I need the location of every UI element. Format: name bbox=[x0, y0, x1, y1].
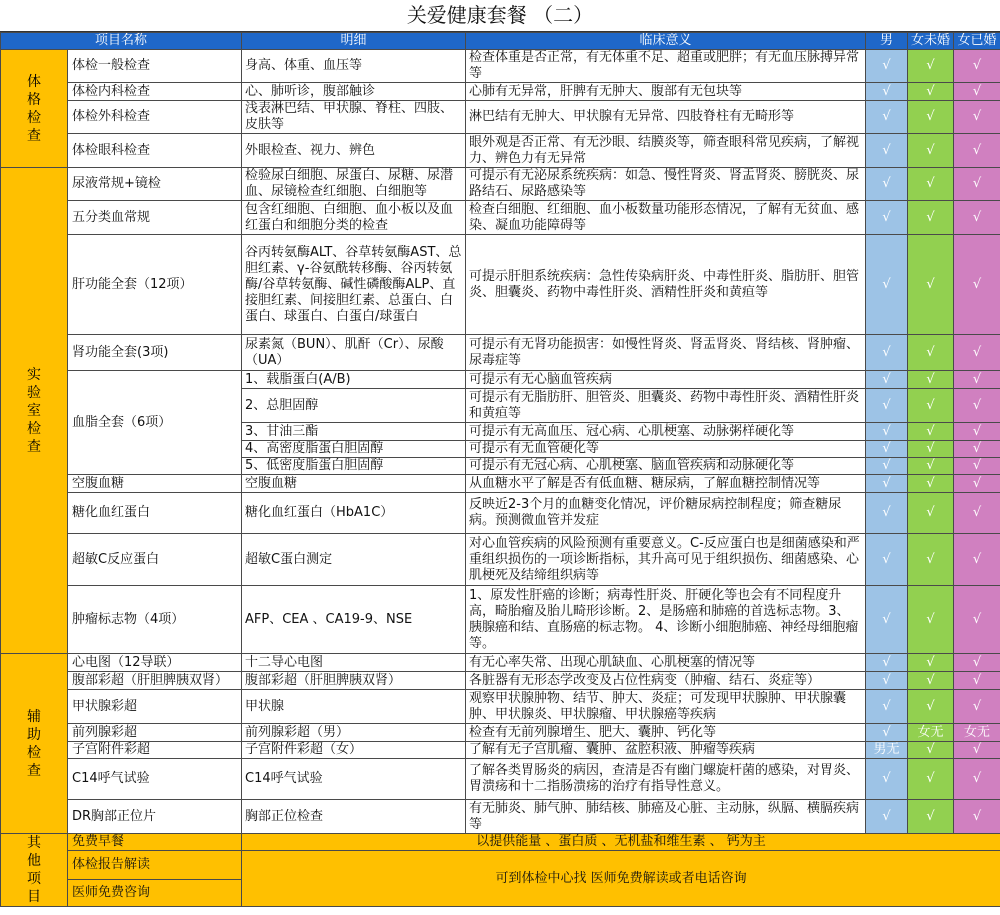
female-married-cell: √ bbox=[954, 654, 1000, 672]
female-married-cell: √ bbox=[954, 371, 1000, 389]
female-married-cell: √ bbox=[954, 134, 1000, 168]
item-detail: 身高、体重、血压等 bbox=[242, 50, 466, 83]
table-row bbox=[1, 101, 1000, 134]
item-detail: 5、低密度脂蛋白胆固醇 bbox=[242, 458, 466, 475]
item-detail: 检验尿白细胞、尿蛋白、尿糖、尿潜血、尿镜检查红细胞、白细胞等 bbox=[242, 168, 466, 201]
item-name: 体检眼科检查 bbox=[68, 134, 242, 168]
header-male: 男 bbox=[866, 33, 908, 50]
table-row bbox=[1, 690, 1000, 724]
table-row bbox=[1, 672, 1000, 690]
male-cell: √ bbox=[866, 586, 908, 654]
male-cell: √ bbox=[866, 458, 908, 475]
table-row bbox=[1, 475, 1000, 493]
item-detail: 2、总胆固醇 bbox=[242, 389, 466, 423]
table-row bbox=[1, 371, 1000, 389]
male-cell: √ bbox=[866, 493, 908, 534]
item-detail: 1、载脂蛋白(A/B) bbox=[242, 371, 466, 389]
male-cell: √ bbox=[866, 475, 908, 493]
item-meaning: 有无肺炎、肺气肿、肺结核、肺癌及心脏、主动脉，纵膈、横膈疾病等 bbox=[466, 800, 866, 834]
female-unmarried-cell: 女无 bbox=[908, 724, 954, 742]
item-name: C14呼气试验 bbox=[68, 759, 242, 800]
table-row bbox=[1, 586, 1000, 654]
female-unmarried-cell: √ bbox=[908, 534, 954, 586]
category-physical: 体格检查 bbox=[1, 50, 68, 168]
table-row bbox=[1, 134, 1000, 168]
item-detail: 空腹血糖 bbox=[242, 475, 466, 493]
female-married-cell: √ bbox=[954, 493, 1000, 534]
header-female-married: 女已婚 bbox=[954, 33, 1000, 50]
male-cell: √ bbox=[866, 534, 908, 586]
female-married-cell: √ bbox=[954, 742, 1000, 759]
page-title: 关爱健康套餐 （二） bbox=[0, 0, 1000, 32]
female-married-cell: √ bbox=[954, 759, 1000, 800]
item-detail: 尿素氮（BUN）、肌酐（Cr）、尿酸（UA） bbox=[242, 335, 466, 371]
item-detail: 心、肺听诊，腹部触诊 bbox=[242, 83, 466, 101]
female-married-cell: √ bbox=[954, 235, 1000, 335]
table-row bbox=[1, 83, 1000, 101]
female-unmarried-cell: √ bbox=[908, 493, 954, 534]
item-name: 腹部彩超（肝胆脾胰双肾） bbox=[68, 672, 242, 690]
item-name: 肾功能全套(3项) bbox=[68, 335, 242, 371]
table-row bbox=[1, 50, 1000, 83]
item-meaning: 从血糖水平了解是否有低血糖、糖尿病，了解血糖控制情况等 bbox=[466, 475, 866, 493]
male-cell: √ bbox=[866, 654, 908, 672]
male-cell: √ bbox=[866, 441, 908, 458]
female-married-cell: √ bbox=[954, 690, 1000, 724]
item-detail: 谷丙转氨酶ALT、谷草转氨酶AST、总胆红素、γ-谷氨酰转移酶、谷丙转氨酶/谷草转氨酶、碱性磷酸酶ALP、直接胆红素、间接胆红素、总蛋白、白蛋白、球蛋白、白蛋白/球蛋白 bbox=[242, 235, 466, 335]
item-detail: 子宫附件彩超（女） bbox=[242, 742, 466, 759]
report-reading: 体检报告解读 bbox=[68, 851, 242, 880]
female-unmarried-cell: √ bbox=[908, 475, 954, 493]
female-unmarried-cell: √ bbox=[908, 201, 954, 235]
female-married-cell: √ bbox=[954, 389, 1000, 423]
item-meaning: 淋巴结有无肿大、甲状腺有无异常、四肢脊柱有无畸形等 bbox=[466, 101, 866, 134]
item-meaning: 可提示有无冠心病、心肌梗塞、脑血管疾病和动脉硬化等 bbox=[466, 458, 866, 475]
item-meaning: 检查体重是否正常，有无体重不足、超重或肥胖；有无血压脉搏异常等 bbox=[466, 50, 866, 83]
category-other: 其他项目 bbox=[1, 834, 68, 907]
item-detail: C14呼气试验 bbox=[242, 759, 466, 800]
female-unmarried-cell: √ bbox=[908, 800, 954, 834]
female-unmarried-cell: √ bbox=[908, 371, 954, 389]
female-unmarried-cell: √ bbox=[908, 759, 954, 800]
item-meaning: 了解有无子宫肌瘤、囊肿、盆腔积液、肿瘤等疾病 bbox=[466, 742, 866, 759]
item-meaning: 可提示有无高血压、冠心病、心肌梗塞、动脉粥样硬化等 bbox=[466, 423, 866, 441]
item-name: 甲状腺彩超 bbox=[68, 690, 242, 724]
item-name: 糖化血红蛋白 bbox=[68, 493, 242, 534]
item-detail: 腹部彩超（肝胆脾胰双肾） bbox=[242, 672, 466, 690]
consult-note: 可到体检中心找 医师免费解读或者电话咨询 bbox=[242, 851, 1000, 907]
male-cell: √ bbox=[866, 800, 908, 834]
male-cell: √ bbox=[866, 201, 908, 235]
free-breakfast: 免费早餐 bbox=[68, 834, 242, 851]
item-meaning: 检查白细胞、红细胞、血小板数量功能形态情况，了解有无贫血、感染、凝血功能障碍等 bbox=[466, 201, 866, 235]
male-cell: √ bbox=[866, 724, 908, 742]
item-detail: 甲状腺 bbox=[242, 690, 466, 724]
item-detail: 前列腺彩超（男） bbox=[242, 724, 466, 742]
female-married-cell: √ bbox=[954, 201, 1000, 235]
female-married-cell: √ bbox=[954, 101, 1000, 134]
female-unmarried-cell: √ bbox=[908, 586, 954, 654]
header-row bbox=[1, 33, 1000, 50]
table-row bbox=[1, 335, 1000, 371]
female-unmarried-cell: √ bbox=[908, 101, 954, 134]
item-name: 体检内科检查 bbox=[68, 83, 242, 101]
table-row bbox=[1, 851, 1000, 880]
item-meaning: 可提示有无血管硬化等 bbox=[466, 441, 866, 458]
item-meaning: 1、原发性肝癌的诊断；病毒性肝炎、肝硬化等也会有不同程度升高，畸胎瘤及胎儿畸形诊断。2、是肠癌和肺癌的首选标志物。3、胰腺癌和结、直肠癌的标志物。 4、诊断小细胞肺癌、神经母细胞瘤等。 bbox=[466, 586, 866, 654]
female-unmarried-cell: √ bbox=[908, 335, 954, 371]
female-married-cell: 女无 bbox=[954, 724, 1000, 742]
female-married-cell: √ bbox=[954, 423, 1000, 441]
item-detail: 超敏C蛋白测定 bbox=[242, 534, 466, 586]
item-meaning: 反映近2-3个月的血糖变化情况，评价糖尿病控制程度；筛查糖尿病。预测微血管并发症 bbox=[466, 493, 866, 534]
female-unmarried-cell: √ bbox=[908, 235, 954, 335]
female-married-cell: √ bbox=[954, 672, 1000, 690]
category-aux: 辅助检查 bbox=[1, 654, 68, 834]
table-row bbox=[1, 742, 1000, 759]
female-married-cell: √ bbox=[954, 441, 1000, 458]
male-cell: √ bbox=[866, 83, 908, 101]
item-name: 肝功能全套（12项） bbox=[68, 235, 242, 335]
table-row bbox=[1, 168, 1000, 201]
table-row bbox=[1, 493, 1000, 534]
item-detail: 4、高密度脂蛋白胆固醇 bbox=[242, 441, 466, 458]
female-married-cell: √ bbox=[954, 50, 1000, 83]
male-cell: √ bbox=[866, 759, 908, 800]
item-detail: 糖化血红蛋白（HbA1C） bbox=[242, 493, 466, 534]
male-cell: 男无 bbox=[866, 742, 908, 759]
table-row bbox=[1, 800, 1000, 834]
item-name: 体检一般检查 bbox=[68, 50, 242, 83]
table-row bbox=[1, 534, 1000, 586]
female-unmarried-cell: √ bbox=[908, 50, 954, 83]
item-meaning: 可提示有无心脑血管疾病 bbox=[466, 371, 866, 389]
item-detail: AFP、CEA 、CA19-9、NSE bbox=[242, 586, 466, 654]
table-row bbox=[1, 834, 1000, 851]
female-unmarried-cell: √ bbox=[908, 672, 954, 690]
item-name: 子宫附件彩超 bbox=[68, 742, 242, 759]
female-married-cell: √ bbox=[954, 475, 1000, 493]
male-cell: √ bbox=[866, 371, 908, 389]
item-meaning: 对心血管疾病的风险预测有重要意义。C-反应蛋白也是细菌感染和严重组织损伤的一项诊断指标，其升高可见于组织损伤、细菌感染、心肌梗死及结缔组织病等 bbox=[466, 534, 866, 586]
male-cell: √ bbox=[866, 134, 908, 168]
female-married-cell: √ bbox=[954, 586, 1000, 654]
female-married-cell: √ bbox=[954, 335, 1000, 371]
item-name: 血脂全套（6项） bbox=[68, 371, 242, 475]
item-meaning: 心肺有无异常，肝脾有无肿大、腹部有无包块等 bbox=[466, 83, 866, 101]
table-row bbox=[1, 759, 1000, 800]
header-item: 项目名称 bbox=[1, 33, 242, 50]
item-meaning: 各脏器有无形态学改变及占位性病变（肿瘤、结石、炎症等） bbox=[466, 672, 866, 690]
male-cell: √ bbox=[866, 235, 908, 335]
item-name: 尿液常规+镜检 bbox=[68, 168, 242, 201]
female-married-cell: √ bbox=[954, 534, 1000, 586]
item-name: 前列腺彩超 bbox=[68, 724, 242, 742]
female-unmarried-cell: √ bbox=[908, 654, 954, 672]
item-name: 超敏C反应蛋白 bbox=[68, 534, 242, 586]
female-unmarried-cell: √ bbox=[908, 690, 954, 724]
item-meaning: 有无心率失常、出现心肌缺血、心肌梗塞的情况等 bbox=[466, 654, 866, 672]
item-name: 体检外科检查 bbox=[68, 101, 242, 134]
female-unmarried-cell: √ bbox=[908, 423, 954, 441]
package-table bbox=[0, 32, 1000, 907]
item-meaning: 了解各类胃肠炎的病因，查清是否有幽门螺旋杆菌的感染，对胃炎、胃溃疡和十二指肠溃疡的治疗有指导性意义。 bbox=[466, 759, 866, 800]
header-detail: 明细 bbox=[242, 33, 466, 50]
item-detail: 胸部正位检查 bbox=[242, 800, 466, 834]
male-cell: √ bbox=[866, 690, 908, 724]
item-meaning: 可提示有无泌尿系统疾病：如急、慢性肾炎、肾盂肾炎、膀胱炎、尿路结石、尿路感染等 bbox=[466, 168, 866, 201]
male-cell: √ bbox=[866, 335, 908, 371]
table-row bbox=[1, 201, 1000, 235]
item-meaning: 可提示肝胆系统疾病：急性传染病肝炎、中毒性肝炎、脂肪肝、胆管炎、胆囊炎、药物中毒性肝炎、酒精性肝炎和黄疸等 bbox=[466, 235, 866, 335]
male-cell: √ bbox=[866, 389, 908, 423]
item-meaning: 眼外观是否正常、有无沙眼、结膜炎等，筛查眼科常见疾病，了解视力、辨色力有无异常 bbox=[466, 134, 866, 168]
header-meaning: 临床意义 bbox=[466, 33, 866, 50]
table-row bbox=[1, 724, 1000, 742]
item-name: 心电图（12导联） bbox=[68, 654, 242, 672]
female-unmarried-cell: √ bbox=[908, 742, 954, 759]
item-meaning: 检查有无前列腺增生、肥大、囊肿、钙化等 bbox=[466, 724, 866, 742]
female-unmarried-cell: √ bbox=[908, 168, 954, 201]
male-cell: √ bbox=[866, 101, 908, 134]
male-cell: √ bbox=[866, 168, 908, 201]
free-consultation: 医师免费咨询 bbox=[68, 880, 242, 907]
table-row bbox=[1, 235, 1000, 335]
item-name: DR胸部正位片 bbox=[68, 800, 242, 834]
item-meaning: 观察甲状腺肿物、结节、肿大、炎症；可发现甲状腺肿、甲状腺囊肿、甲状腺炎、甲状腺瘤、甲状腺癌等疾病 bbox=[466, 690, 866, 724]
female-married-cell: √ bbox=[954, 458, 1000, 475]
item-meaning: 可提示有无肾功能损害：如慢性肾炎、肾盂肾炎、肾结核、肾肿瘤、尿毒症等 bbox=[466, 335, 866, 371]
female-married-cell: √ bbox=[954, 168, 1000, 201]
female-unmarried-cell: √ bbox=[908, 134, 954, 168]
female-married-cell: √ bbox=[954, 83, 1000, 101]
item-detail: 外眼检查、视力、辨色 bbox=[242, 134, 466, 168]
item-name: 空腹血糖 bbox=[68, 475, 242, 493]
female-unmarried-cell: √ bbox=[908, 458, 954, 475]
male-cell: √ bbox=[866, 672, 908, 690]
item-meaning: 可提示有无脂肪肝、胆管炎、胆囊炎、药物中毒性肝炎、酒精性肝炎和黄疸等 bbox=[466, 389, 866, 423]
female-married-cell: √ bbox=[954, 800, 1000, 834]
female-unmarried-cell: √ bbox=[908, 389, 954, 423]
male-cell: √ bbox=[866, 50, 908, 83]
breakfast-note: 以提供能量 、蛋白质 、无机盐和维生素 、 钙为主 bbox=[242, 834, 1000, 851]
item-detail: 十二导心电图 bbox=[242, 654, 466, 672]
item-detail: 3、甘油三酯 bbox=[242, 423, 466, 441]
female-unmarried-cell: √ bbox=[908, 83, 954, 101]
female-unmarried-cell: √ bbox=[908, 441, 954, 458]
category-lab: 实验室检查 bbox=[1, 168, 68, 654]
item-name: 肿瘤标志物（4项） bbox=[68, 586, 242, 654]
item-detail: 包含红细胞、白细胞、血小板以及血红蛋白和细胞分类的检查 bbox=[242, 201, 466, 235]
header-female-unmarried: 女未婚 bbox=[908, 33, 954, 50]
male-cell: √ bbox=[866, 423, 908, 441]
item-detail: 浅表淋巴结、甲状腺、脊柱、四肢、皮肤等 bbox=[242, 101, 466, 134]
item-name: 五分类血常规 bbox=[68, 201, 242, 235]
table-row bbox=[1, 654, 1000, 672]
